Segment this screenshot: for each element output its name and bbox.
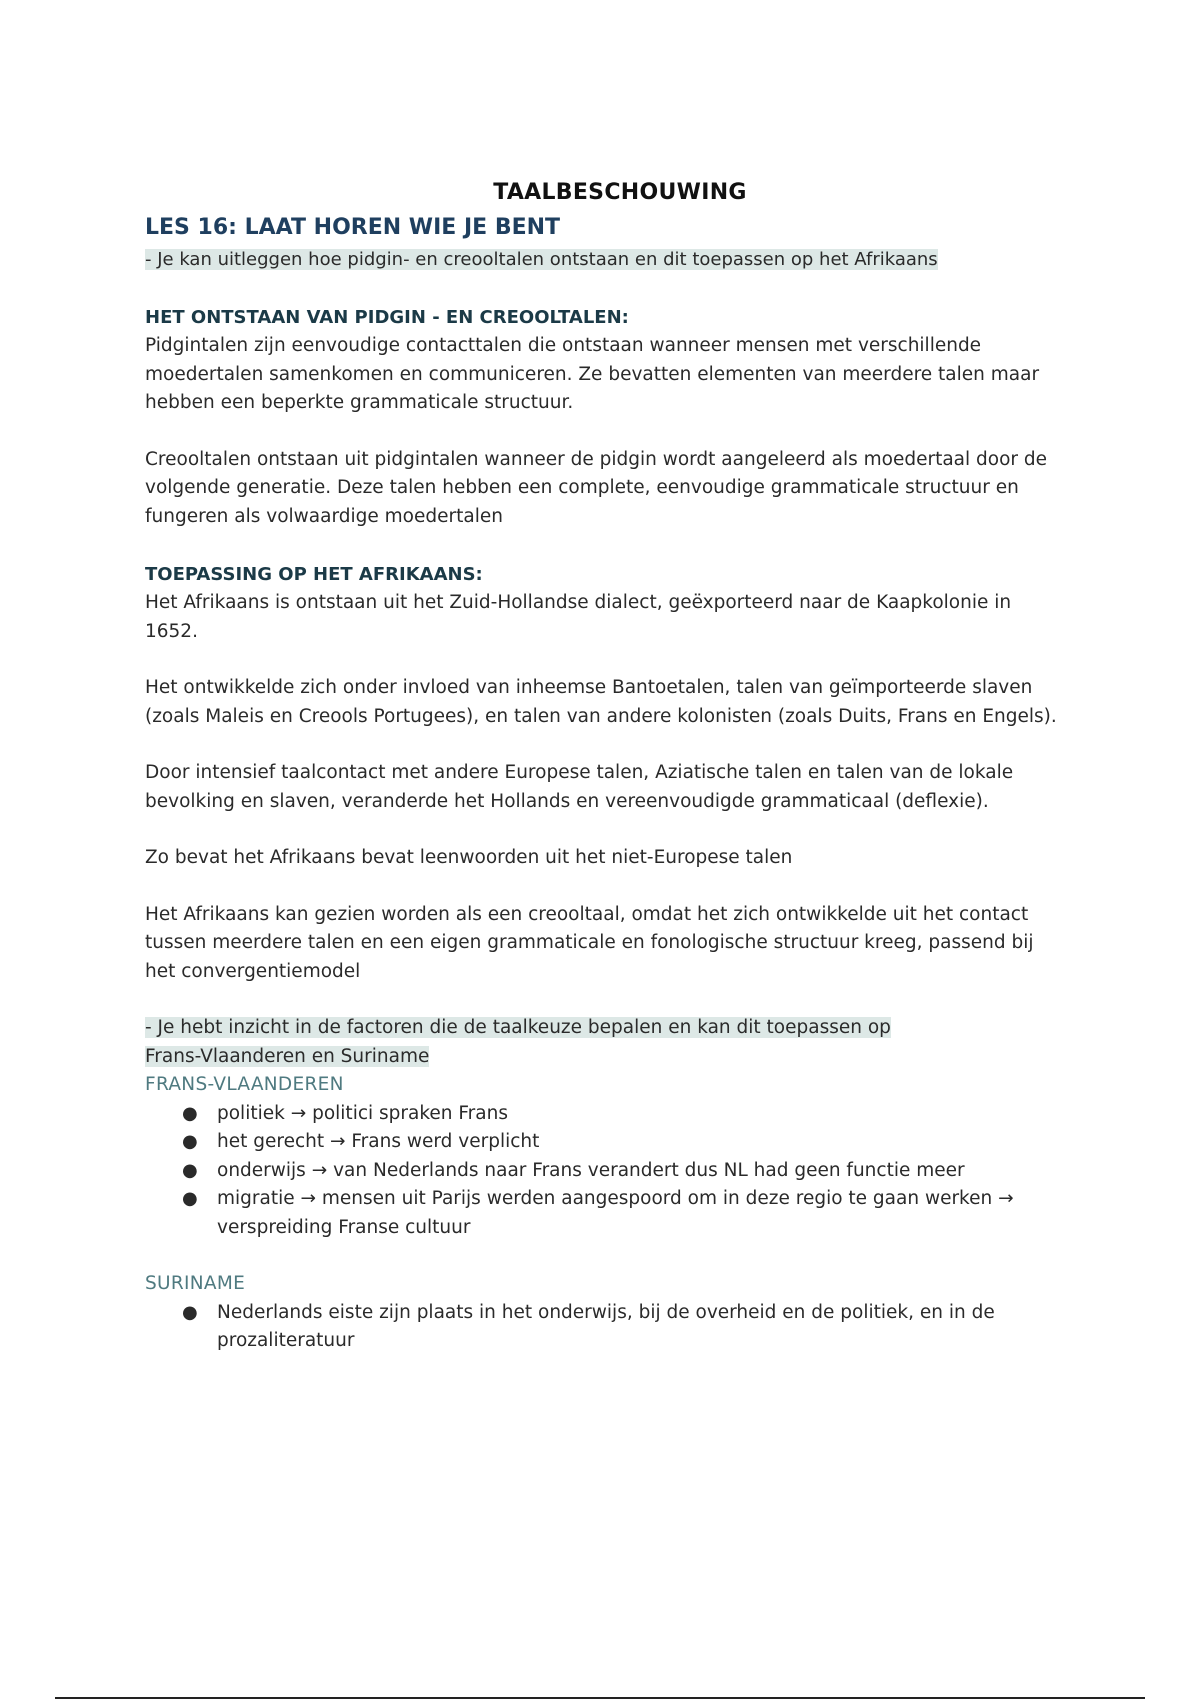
list-item: ● politiek → politici spraken Frans: [217, 1100, 1065, 1129]
section-heading-pidgin: HET ONTSTAAN VAN PIDGIN - EN CREOOLTALEN:: [145, 307, 629, 328]
frans-vlaanderen-list: [145, 1100, 1065, 1243]
list-item: ● Nederlands eiste zijn plaats in het onderwijs, bij de overheid en de politiek, en in de prozaliteratuur: [217, 1299, 1065, 1356]
paragraph: Het ontwikkelde zich onder invloed van inheemse Bantoetalen, talen van geïmporteerde slaven (zoals Maleis en Creools Portugees), en talen van andere kolonisten (zoals Duits, Frans en Engels).: [145, 677, 1057, 727]
paragraph: Het Afrikaans is ontstaan uit het Zuid-Hollandse dialect, geëxporteerd naar de Kaapkolonie in 1652.: [145, 592, 1012, 642]
learning-objective-2: [145, 1014, 1065, 1071]
paragraph: Het Afrikaans kan gezien worden als een creooltaal, omdat het zich ontwikkelde uit het contact tussen meerdere talen en een eigen grammaticale en fonologische structuur kreeg, passend bij het convergentiemodel: [145, 903, 1034, 982]
objective-2-line-2: Frans-Vlaanderen en Suriname: [145, 1045, 430, 1067]
bullet-icon: ●: [182, 1131, 198, 1152]
paragraph: Zo bevat het Afrikaans bevat leenwoorden uit het niet-Europese talen: [145, 847, 793, 868]
bullet-icon: ●: [182, 1301, 198, 1323]
paragraph: Creooltalen ontstaan uit pidgintalen wanneer de pidgin wordt aangeleerd als moedertaal door de volgende generatie. Deze talen hebben een complete, eenvoudige grammaticale structuur en fungeren als volwaardige moedertalen: [145, 448, 1048, 527]
document-title: TAALBESCHOUWING: [493, 180, 747, 205]
document-page: [145, 180, 1065, 1356]
list-item: ● migratie → mensen uit Parijs werden aangespoord om in deze regio te gaan werken → verspreiding Franse cultuur: [217, 1185, 1065, 1242]
learning-objective-1: [145, 246, 1065, 274]
paragraph: Door intensief taalcontact met andere Europese talen, Aziatische talen en talen van de lokale bevolking en slaven, veranderde het Hollands en vereenvoudigde grammaticaal (deflexie).: [145, 762, 1014, 812]
list-item: ● onderwijs → van Nederlands naar Frans verandert dus NL had geen functie meer: [217, 1157, 1065, 1186]
paragraph: Pidgintalen zijn eenvoudige contacttalen die ontstaan wanneer mensen met verschillende moedertalen samenkomen en communiceren. Ze bevatten elementen van meerdere talen maar hebben een beperkte grammaticale structuur.: [145, 335, 1040, 413]
subheading-suriname: SURINAME: [145, 1273, 246, 1294]
subheading-frans-vlaanderen: FRANS-VLAANDEREN: [145, 1074, 344, 1095]
lesson-title: LES 16: LAAT HOREN WIE JE BENT: [145, 215, 561, 240]
suriname-list: [145, 1299, 1065, 1356]
bullet-icon: ●: [182, 1159, 198, 1181]
section-heading-afrikaans: TOEPASSING OP HET AFRIKAANS:: [145, 564, 483, 585]
bullet-icon: ●: [182, 1102, 198, 1124]
bullet-icon: ●: [182, 1188, 198, 1209]
footer-divider: [55, 1697, 1145, 1699]
list-item: ● het gerecht → Frans werd verplicht: [217, 1128, 1065, 1157]
objective-2-line-1: - Je hebt inzicht in de factoren die de taalkeuze bepalen en kan dit toepassen op: [145, 1017, 891, 1038]
objective-1-text: - Je kan uitleggen hoe pidgin- en creooltalen ontstaan en dit toepassen op het Afrikaans: [145, 249, 938, 270]
